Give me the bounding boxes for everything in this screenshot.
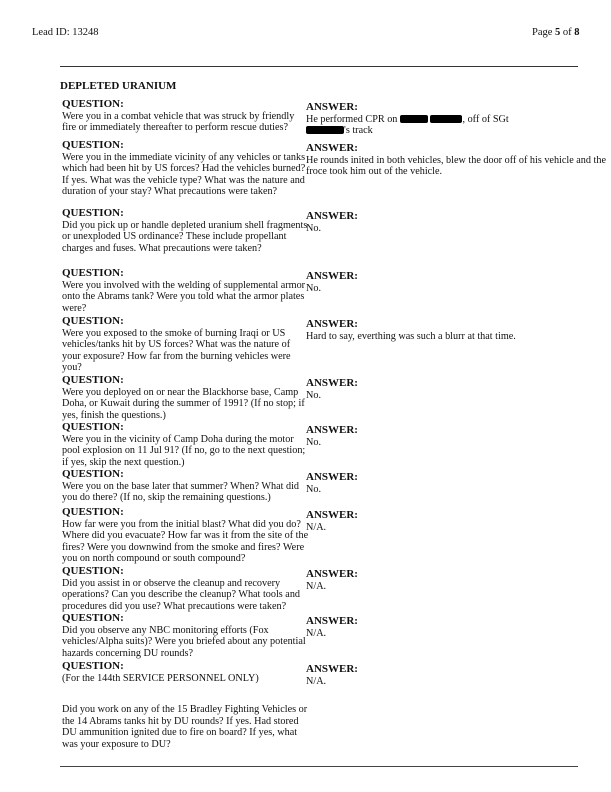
lead-id: Lead ID: 13248 <box>32 27 99 38</box>
answer-label: ANSWER: <box>306 142 358 154</box>
answer-label: ANSWER: <box>306 424 358 436</box>
page-total: 8 <box>574 27 580 38</box>
question-block <box>62 375 310 421</box>
question-block <box>62 566 310 612</box>
question-block <box>62 208 310 254</box>
answer-text-mid: , off of SGt <box>462 113 509 125</box>
page-label: Page <box>532 27 553 38</box>
question-label: QUESTION: <box>62 565 124 577</box>
answer-block <box>306 613 606 639</box>
question-text: Were you in the immediate vicinity of any vehicles or tanks which had been hit by US forces? Had the vehicles burned? If yes. What was the vehicle type? What was the nature and duration of your stay? What precautions were taken? <box>62 151 306 198</box>
answer-text: N/A. <box>306 580 327 592</box>
question-block <box>62 268 310 314</box>
question-block <box>62 469 310 504</box>
question-label: QUESTION: <box>62 660 124 672</box>
answer-label: ANSWER: <box>306 509 358 521</box>
question-label: QUESTION: <box>62 468 124 480</box>
answer-text: N/A. <box>306 627 327 639</box>
question-block <box>62 507 310 565</box>
answer-block <box>306 208 606 234</box>
top-divider <box>60 66 578 67</box>
redaction-mark <box>430 115 462 123</box>
answer-text: No. <box>306 282 321 294</box>
question-text: Were you in a combat vehicle that was struck by friendly fire or immediately thereafter to perform rescue duties? <box>62 110 295 134</box>
answer-block <box>306 316 606 342</box>
answer-block <box>306 566 606 592</box>
answer-label: ANSWER: <box>306 471 358 483</box>
answer-text: No. <box>306 483 321 495</box>
section-title: DEPLETED URANIUM <box>60 80 177 92</box>
bottom-divider <box>60 766 578 767</box>
answer-label: ANSWER: <box>306 615 358 627</box>
answer-text-prefix: He performed CPR on <box>306 113 398 125</box>
question-text: Were you in the vicinity of Camp Doha during the motor pool explosion on 11 Jul 91? (If no, go to the next question; if yes, skip the next question.) <box>62 433 306 468</box>
question-block <box>62 316 310 374</box>
answer-label: ANSWER: <box>306 210 358 222</box>
page-number: 5 <box>555 27 561 38</box>
answer-label: ANSWER: <box>306 101 358 113</box>
question-block <box>62 422 310 468</box>
answer-block <box>306 661 606 687</box>
question-label: QUESTION: <box>62 98 124 110</box>
answer-text-suffix: 's track <box>344 125 373 137</box>
final-question: Did you work on any of the 15 Bradley Fighting Vehicles or the 14 Abrams tanks hit by DU rounds? If yes. Had stored DU ammunition ignited due to fire on board? If yes, what was your exposure to DU? <box>62 704 308 750</box>
question-text: Did you pick up or handle depleted uranium shell fragments or unexploded US ordinance? These include propellant charges and fuses. What precautions were taken? <box>62 219 308 254</box>
answer-text: N/A. <box>306 675 327 687</box>
answer-text: Hard to say, everthing was such a blurr at that time. <box>306 330 516 342</box>
question-text: (For the 144th SERVICE PERSONNEL ONLY) <box>62 672 259 684</box>
answer-block <box>306 507 606 533</box>
answer-label: ANSWER: <box>306 270 358 282</box>
redaction-mark <box>306 126 344 134</box>
question-block <box>62 613 310 659</box>
answer-text: N/A. <box>306 521 327 533</box>
answer-block <box>306 375 606 401</box>
page-indicator <box>532 27 580 38</box>
question-text: Were you exposed to the smoke of burning Iraqi or US vehicles/tanks hit by US forces? What was the nature of your exposure? How far from the burning vehicles were you? <box>62 327 291 374</box>
answer-block <box>306 422 606 448</box>
question-block <box>62 661 310 684</box>
answer-text: No. <box>306 389 321 401</box>
answer-label: ANSWER: <box>306 377 358 389</box>
answer-block <box>306 99 606 137</box>
question-text: Did you assist in or observe the cleanup and recovery operations? Can you describe the cleanup? What tools and procedures did you use? What precautions were taken? <box>62 577 301 612</box>
answer-text: No. <box>306 222 321 234</box>
question-label: QUESTION: <box>62 612 124 624</box>
answer-label: ANSWER: <box>306 318 358 330</box>
question-block <box>62 99 310 134</box>
answer-text: No. <box>306 436 321 448</box>
question-label: QUESTION: <box>62 374 124 386</box>
question-label: QUESTION: <box>62 139 124 151</box>
question-label: QUESTION: <box>62 315 124 327</box>
question-label: QUESTION: <box>62 267 124 279</box>
answer-label: ANSWER: <box>306 663 358 675</box>
answer-block <box>306 268 606 294</box>
question-text: How far were you from the initial blast? What did you do? Where did you evacuate? How far was it from the site of the fires? Were you downwind from the smoke and fires? Were you on north compound or south compound? <box>62 518 309 565</box>
page-of: of <box>562 27 572 38</box>
answer-block <box>306 140 611 178</box>
question-text: Were you involved with the welding of supplemental armor onto the Abrams tank? Were you told what the armor plates were? <box>62 279 306 314</box>
answer-text: He rounds inited in both vehicles, blew the door off of his vehicle and the froce took him out of the vehicle. <box>306 154 606 178</box>
question-label: QUESTION: <box>62 421 124 433</box>
redaction-mark <box>400 115 428 123</box>
answer-label: ANSWER: <box>306 568 358 580</box>
question-text: Did you observe any NBC monitoring efforts (Fox vehicles/Alpha suits)? Were you briefed about any potential hazards concerning DU rounds? <box>62 624 306 659</box>
question-label: QUESTION: <box>62 506 124 518</box>
answer-block <box>306 469 606 495</box>
question-block <box>62 140 310 198</box>
question-text: Were you on the base later that summer? When? What did you do there? (If no, skip the remaining questions.) <box>62 480 299 504</box>
question-label: QUESTION: <box>62 207 124 219</box>
question-text: Were you deployed on or near the Blackhorse base, Camp Doha, or Kuwait during the summer of 1991? (If no stop; if yes, finish the questions.) <box>62 386 305 421</box>
